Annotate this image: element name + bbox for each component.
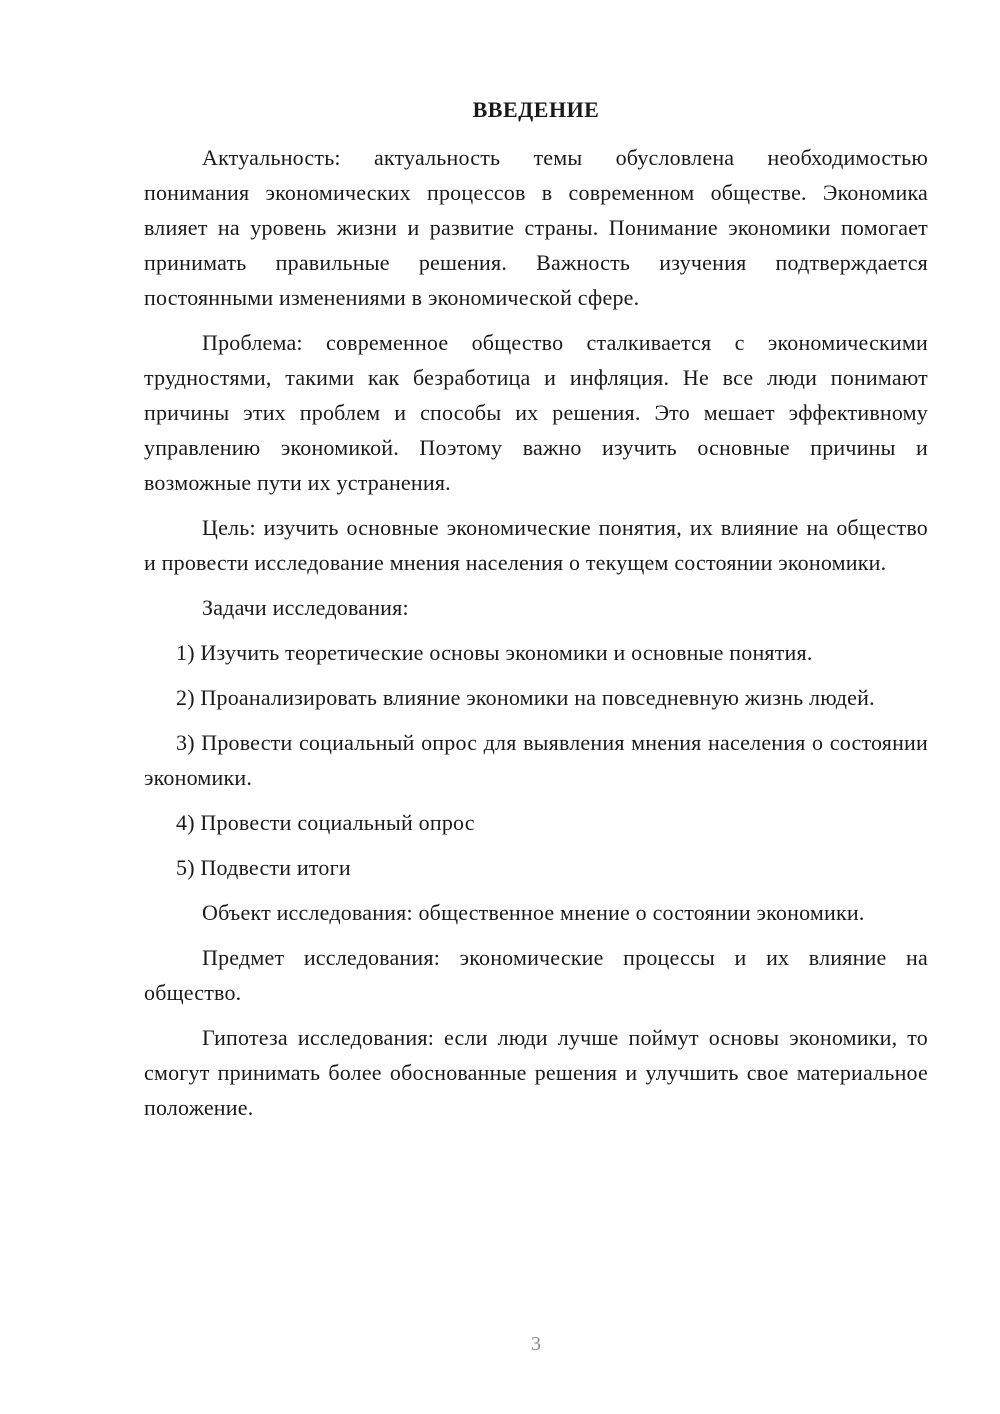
paragraph-problem: Проблема: современное общество сталкивается с экономическими трудностями, такими как безработица и инфляция. Не все люди понимают причины этих проблем и способы их решения. Это мешает эффективному управлению экономикой. Поэтому важно изучить основные причины и возможные пути их устранения. [144, 330, 928, 495]
paragraph-relevance: Актуальность: актуальность темы обусловлена необходимостью понимания экономических процессов в современном обществе. Экономика влияет на уровень жизни и развитие страны. Понимание экономики помогает принимать правильные решения. Важность изучения подтверждается постоянными изменениями в экономической сфере. [144, 145, 928, 310]
task-item: 3) Провести социальный опрос для выявления мнения населения о состоянии экономики. [144, 730, 928, 790]
document-page [144, 92, 928, 1135]
task-item: 5) Подвести итоги [176, 855, 351, 880]
page-number: 3 [531, 1333, 541, 1355]
paragraph-object: Объект исследования: общественное мнение о состоянии экономики. [202, 900, 865, 925]
paragraph-subject: Предмет исследования: экономические процессы и их влияние на общество. [144, 945, 928, 1005]
task-item: 4) Провести социальный опрос [176, 810, 475, 835]
task-item: 1) Изучить теоретические основы экономики и основные понятия. [176, 640, 813, 665]
section-title: ВВЕДЕНИЕ [472, 97, 600, 122]
paragraph-hypothesis: Гипотеза исследования: если люди лучше поймут основы экономики, то смогут принимать более обоснованные решения и улучшить свое материальное положение. [144, 1025, 928, 1120]
task-item: 2) Проанализировать влияние экономики на повседневную жизнь людей. [176, 685, 875, 710]
paragraph-tasks-heading: Задачи исследования: [202, 595, 409, 620]
paragraph-goal: Цель: изучить основные экономические понятия, их влияние на общество и провести исследование мнения населения о текущем состоянии экономики. [144, 515, 928, 575]
